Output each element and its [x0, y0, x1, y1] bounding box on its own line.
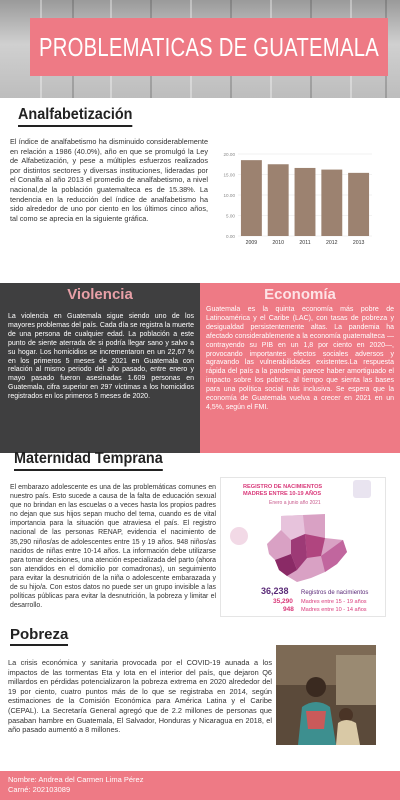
chart-y-tick: 20.00: [223, 151, 235, 157]
chart-bar-2011: [295, 168, 316, 236]
text-analfabetizacion: El índice de analfabetismo ha disminuido considerablemente en relación a 1986 (40.0%), año en que se promulgó la Ley de Alfabetización, y pese a múltiples esfuerzos realizados por distintos sectores y diversas instituciones, lideradas por el Conalfa al año 2013 el promedio de analfabetismo, a nivel nacional,de la población guatemalteca es de 15.38%. La tendencia en la reducción del índice de analfabetismo ha sido alrededor de uno por ciento en los últimos cinco años, tal como se aprecia en la siguiente gráfica.: [10, 137, 208, 223]
infographic-total-label: Registros de nacimientos: [301, 590, 369, 596]
infographic-line2-num: 948: [283, 606, 294, 613]
heading-maternidad: Maternidad Temprana: [14, 450, 163, 471]
chart-x-tick: 2013: [352, 240, 365, 246]
infographic-title-1: REGISTRO DE NACIMIENTOS: [243, 484, 323, 490]
births-infographic: [220, 477, 386, 617]
text-economia: Guatemala es la quinta economía más pobre de Latinoamérica y el Caribe (LAC), con tasas de pobreza y desigualdad persistentemente altas. La pandemia ha afectado considerablemente a la economía guatemalteca —contrayendo su PIB en un 1,8 por ciento en 2020—, provocando importantes efectos sociales adversos y agravando las vulnerabilidades existentes.La respuesta rápida del país a la pandemia parece haber amortiguado el impacto sobre los pobres, al tiempo que sienta las bases para una política social más inclusiva. Se espera que la economía de Guatemala vuelva a crecer en 2021 en un 4,5%, según el FMI.: [206, 306, 394, 411]
infographic-line1-num: 35,290: [273, 598, 293, 605]
infographic-line2-label: Madres entre 10 - 14 años: [301, 607, 367, 613]
infographic-total: 36,238: [261, 586, 289, 596]
footer-name: Nombre: Andrea del Carmen Lima Pérez: [8, 775, 144, 784]
heading-pobreza: Pobreza: [10, 626, 68, 646]
text-violencia: La violencia en Guatemala sigue siendo uno de los mayores problemas del país. Cada día se registra la muerte de una persona de cualquier edad. La población a este punto de siente aterrada de si podría llegar sano y salvo a su hogar. Los homicidios se incrementaron en un 22,67 % en los primeros 5 meses de 2021 en Guatemala con relación al mismo periodo del año pasado, entre enero y mayo pasado fueron asesinadas 1.609 personas en Guatemala, cifra superior en 297 víctimas a los homicidios registrados en los primeros 5 meses de 2020.: [8, 313, 194, 401]
text-pobreza: La crisis económica y sanitaria provocada por el COVID-19 aunada a los impactos de las tormentas Eta y Iota en el interior del país, que dejaron Q6 millardos en pérdidas potencializaron la pobreza extrema en 2020 alrededor del 19 por ciento, cuatro puntos más de lo que se registraba en 2014, según estimaciones de la Comisión Económica para América Latina y el Caribe (CEPAL). La Secretaría General agregó que de 2.2 millones de personas que pasaban hambre en Guatemala, El Salvador, Honduras y Nicaragua en 2018, el año pasado aumentó a 8 millones.: [8, 658, 272, 735]
chart-x-tick: 2011: [299, 240, 311, 246]
footer-carne: Carné: 202103089: [8, 785, 71, 794]
title-box: [30, 18, 388, 76]
infographic-title-2: MADRES ENTRE 10-19 AÑOS: [243, 491, 322, 497]
heading-violencia: Violencia: [67, 286, 133, 303]
chart-bar-2012: [321, 170, 342, 236]
chart-x-tick: 2009: [245, 240, 258, 246]
footer: [0, 771, 400, 800]
infographic-line1-label: Madres entre 15 - 19 años: [301, 599, 367, 605]
chart-bar-2013: [348, 173, 369, 236]
header-banner: [0, 0, 400, 98]
chart-y-tick: 10.00: [223, 192, 235, 198]
chart-y-tick: 0.00: [226, 233, 235, 239]
chart-y-tick: 5.00: [226, 213, 235, 219]
renap-logo: [353, 480, 371, 498]
infographic-subtitle: Enero a junio año 2021: [269, 500, 321, 506]
chart-x-tick: 2012: [326, 240, 338, 246]
text-maternidad: El embarazo adolescente es una de las problemáticas comunes en nuestro país. Esto sucede a causa de la falta de educación sexual que no brindan en las escuelas o a veces hasta los propios padres no dejan que sus hijos sepan mucho del tema, cuando es de vital importancia para la situación que atraviesa el país. El registro nacional de las personas RENAP, evidencia el nacimiento de 35,290 niños/as de adolescentes entre 15 y 19 años. 948 niños/as nacidos de niñas entre 10-14 años. La información debe utilizarse para tomar decisiones, una atención especializada del parto (ahora son atendidos en el domicilio por comadronas), un seguimiento para evitar la desnutrición de la niña o adolescente embarazada y de su hijo/a. Con estos datos no puede ser un grupo invisible a las políticas públicas para evitar la desnutrición, la pobreza y limitar el desarrollo.: [10, 484, 216, 610]
literacy-chart-svg: [212, 148, 376, 252]
page-title: PROBLEMATICAS DE GUATEMALA: [38, 31, 380, 62]
heading-analfabetizacion: Analfabetización: [18, 106, 132, 127]
pobreza-photo: [276, 645, 376, 745]
heading-economia: Economía: [264, 286, 336, 303]
chart-bar-2009: [241, 160, 262, 236]
chart-y-tick: 15.00: [223, 172, 235, 178]
chart-x-tick: 2010: [272, 240, 284, 246]
chart-bar-2010: [268, 164, 289, 236]
pobreza-photo-svg: [276, 645, 376, 745]
legend-dot: [230, 527, 248, 545]
literacy-chart: [212, 148, 376, 252]
births-infographic-svg: [221, 478, 385, 616]
